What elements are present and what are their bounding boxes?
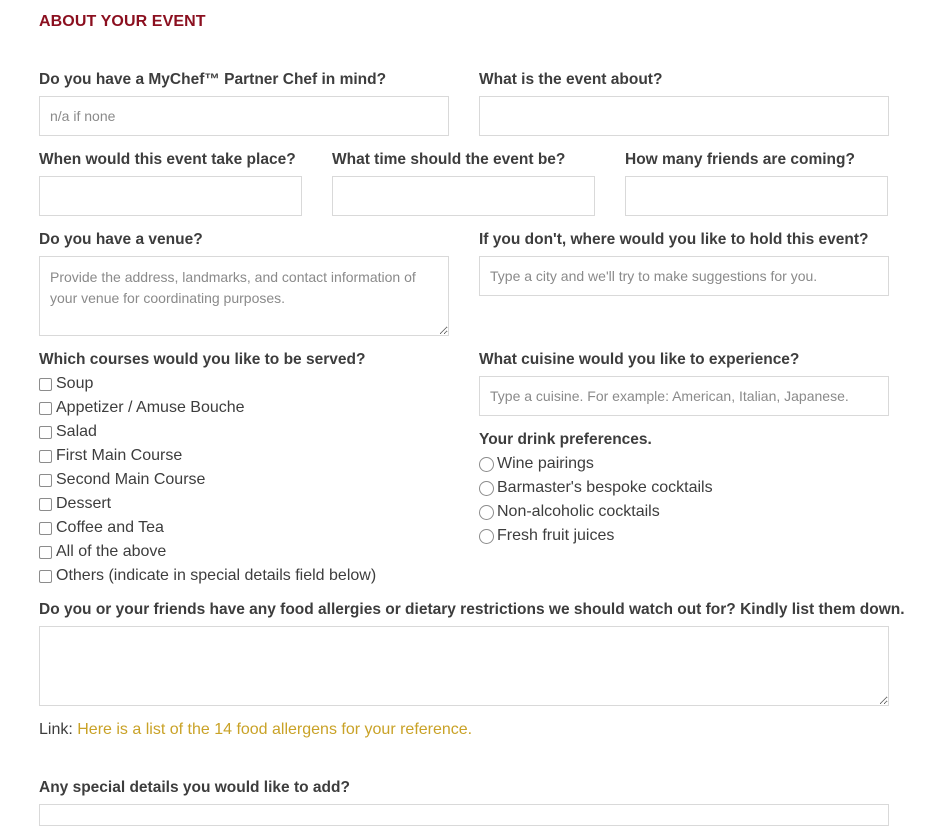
event-date-label: When would this event take place? xyxy=(39,151,296,168)
friends-count-input[interactable] xyxy=(625,176,888,216)
drink-radio-non-alcoholic[interactable] xyxy=(479,505,494,520)
course-option-first-main[interactable] xyxy=(39,444,376,468)
venue-alt-label: If you don't, where would you like to hold this event? xyxy=(479,231,869,248)
drink-option-label: Non-alcoholic cocktails xyxy=(497,503,660,520)
course-option-label: Salad xyxy=(56,423,97,440)
partner-chef-label: Do you have a MyChef™ Partner Chef in mind? xyxy=(39,71,387,88)
course-checkbox-dessert[interactable] xyxy=(39,498,52,511)
course-option-dessert[interactable] xyxy=(39,492,376,516)
drink-option-label: Barmaster's bespoke cocktails xyxy=(497,479,713,496)
allergen-link-line xyxy=(39,721,472,739)
event-date-input[interactable] xyxy=(39,176,302,216)
course-checkbox-appetizer[interactable] xyxy=(39,402,52,415)
course-option-label: Second Main Course xyxy=(56,471,206,488)
venue-label: Do you have a venue? xyxy=(39,231,203,248)
courses-label: Which courses would you like to be served? xyxy=(39,351,366,368)
allergen-link-prefix: Link: xyxy=(39,721,78,738)
drink-radio-wine[interactable] xyxy=(479,457,494,472)
course-option-label: Appetizer / Amuse Bouche xyxy=(56,399,245,416)
course-option-all[interactable] xyxy=(39,540,376,564)
course-checkbox-salad[interactable] xyxy=(39,426,52,439)
drink-option-label: Wine pairings xyxy=(497,455,594,472)
course-checkbox-first-main[interactable] xyxy=(39,450,52,463)
course-option-label: Coffee and Tea xyxy=(56,519,164,536)
course-option-label: First Main Course xyxy=(56,447,183,464)
special-details-textarea[interactable] xyxy=(39,804,889,826)
course-checkbox-coffee-tea[interactable] xyxy=(39,522,52,535)
section-title: ABOUT YOUR EVENT xyxy=(39,13,206,30)
allergies-textarea[interactable] xyxy=(39,626,889,706)
course-checkbox-all[interactable] xyxy=(39,546,52,559)
course-option-others[interactable] xyxy=(39,564,376,588)
drink-option-wine[interactable] xyxy=(479,452,713,476)
event-time-input[interactable] xyxy=(332,176,595,216)
partner-chef-input[interactable] xyxy=(39,96,449,136)
venue-alt-input[interactable] xyxy=(479,256,889,296)
course-option-coffee-tea[interactable] xyxy=(39,516,376,540)
cuisine-label: What cuisine would you like to experience? xyxy=(479,351,800,368)
course-checkbox-others[interactable] xyxy=(39,570,52,583)
course-checkbox-second-main[interactable] xyxy=(39,474,52,487)
course-option-label: Dessert xyxy=(56,495,112,512)
event-about-label: What is the event about? xyxy=(479,71,663,88)
course-checkbox-soup[interactable] xyxy=(39,378,52,391)
event-time-label: What time should the event be? xyxy=(332,151,566,168)
course-option-appetizer[interactable] xyxy=(39,396,376,420)
venue-textarea[interactable] xyxy=(39,256,449,336)
drinks-label: Your drink preferences. xyxy=(479,431,652,448)
course-option-salad[interactable] xyxy=(39,420,376,444)
friends-count-label: How many friends are coming? xyxy=(625,151,855,168)
course-option-label: All of the above xyxy=(56,543,167,560)
drink-option-juices[interactable] xyxy=(479,524,713,548)
drink-option-non-alcoholic[interactable] xyxy=(479,500,713,524)
allergen-list-link[interactable]: Here is a list of the 14 food allergens for your reference. xyxy=(77,721,473,738)
course-option-label: Others (indicate in special details field below) xyxy=(56,567,377,584)
drink-option-cocktails[interactable] xyxy=(479,476,713,500)
special-details-label: Any special details you would like to add? xyxy=(39,779,350,796)
course-option-second-main[interactable] xyxy=(39,468,376,492)
course-option-soup[interactable] xyxy=(39,372,376,396)
courses-checkbox-group xyxy=(39,372,376,588)
course-option-label: Soup xyxy=(56,375,94,392)
drink-option-label: Fresh fruit juices xyxy=(497,527,615,544)
allergies-label: Do you or your friends have any food allergies or dietary restrictions we should watch out for? Kindly list them down. xyxy=(39,601,905,618)
cuisine-input[interactable] xyxy=(479,376,889,416)
drink-radio-juices[interactable] xyxy=(479,529,494,544)
event-about-input[interactable] xyxy=(479,96,889,136)
drinks-radio-group xyxy=(479,452,713,548)
drink-radio-cocktails[interactable] xyxy=(479,481,494,496)
